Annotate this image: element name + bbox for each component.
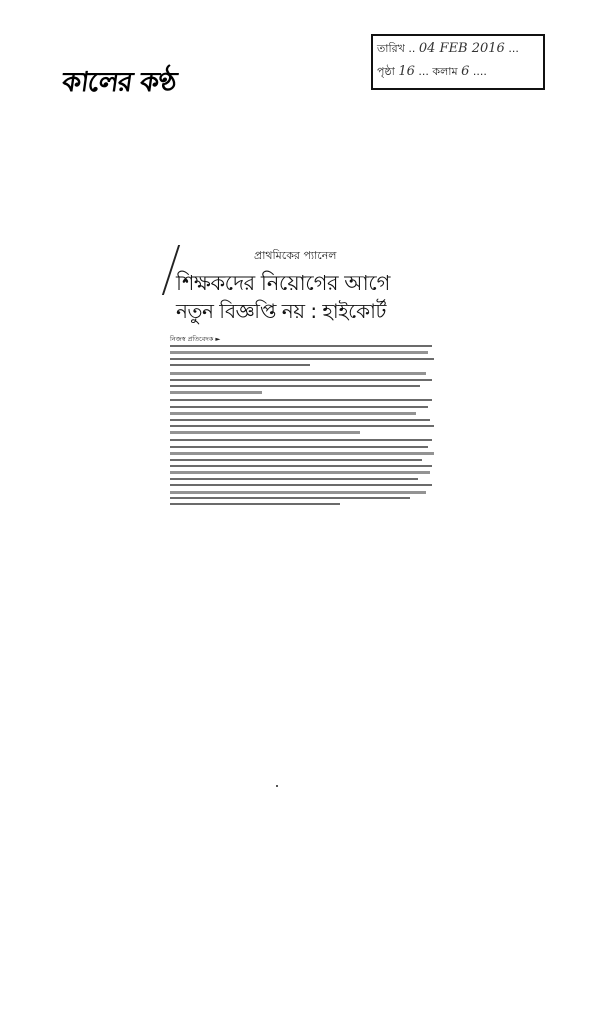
stamp-date-row: তারিখ .. 04 FEB 2016 ...	[377, 41, 519, 56]
newspaper-masthead: কালের কণ্ঠ	[60, 67, 179, 98]
body-text-line	[170, 484, 432, 486]
stamp-column-label: কলাম	[432, 65, 458, 78]
article-byline: নিজস্ব প্রতিবেদক ►	[170, 335, 221, 343]
body-text-line	[170, 406, 428, 408]
body-text-line	[170, 385, 420, 387]
archive-stamp	[371, 34, 545, 90]
body-text-line	[170, 345, 432, 347]
stamp-column-value: 6	[461, 64, 470, 79]
body-text-line	[170, 412, 416, 415]
body-text-line	[170, 439, 432, 441]
body-text-line	[170, 465, 432, 467]
scan-speck	[276, 785, 278, 787]
stamp-page-label: পৃষ্ঠা	[377, 65, 395, 78]
body-text-line	[170, 425, 434, 427]
body-text-line	[170, 358, 434, 360]
body-text-line	[170, 364, 310, 366]
article-headline-line2: নতুন বিজ্ঞপ্তি নয় : হাইকোর্ট	[176, 299, 386, 323]
body-text-line	[170, 399, 432, 401]
stamp-date-label: তারিখ	[377, 42, 405, 55]
body-text-line	[170, 379, 432, 381]
stamp-date-value: 04 FEB 2016	[418, 41, 505, 56]
body-text-line	[170, 391, 262, 394]
body-text-line	[170, 446, 428, 448]
body-text-line	[170, 503, 340, 505]
stamp-page-value: 16	[398, 64, 415, 79]
body-text-line	[170, 459, 422, 461]
body-text-line	[170, 471, 430, 474]
body-text-line	[170, 419, 430, 421]
body-text-line	[170, 372, 426, 375]
body-text-line	[170, 497, 410, 499]
body-text-line	[170, 452, 434, 455]
news-clipping	[168, 245, 440, 513]
body-text-line	[170, 351, 428, 354]
body-text-line	[170, 478, 418, 480]
stamp-page-row: পৃষ্ঠা 16 ... কলাম 6 ....	[377, 64, 487, 79]
article-body-text	[170, 343, 438, 511]
body-text-line	[170, 491, 426, 494]
article-headline-line1: শিক্ষকদের নিয়োগের আগে	[176, 271, 390, 295]
body-text-line	[170, 431, 360, 434]
article-kicker: প্রাথমিকের প্যানেল	[254, 249, 337, 262]
